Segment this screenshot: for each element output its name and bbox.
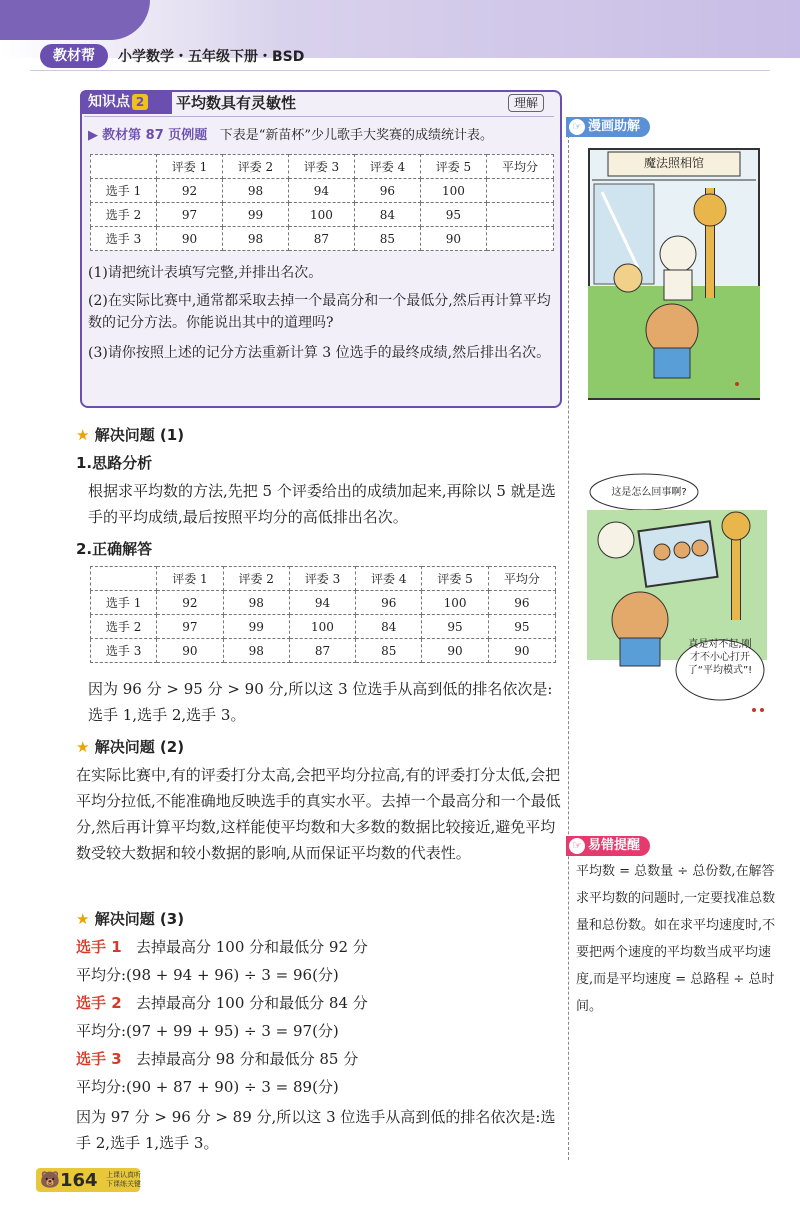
comic-bubble-2: 真是对不起,刚才不小心打开了“平均模式”! bbox=[687, 639, 753, 676]
question-1: (1)请把统计表填写完整,并排出名次。 bbox=[88, 265, 323, 281]
table-row-label: 选手 2 bbox=[91, 615, 157, 639]
star-icon: ★ bbox=[76, 426, 90, 444]
table-row bbox=[91, 203, 554, 227]
analysis-text: 根据求平均数的方法,先把 5 个评委给出的成绩加起来,再除以 5 就是选手的平均成绩,最后按照平均分的高低排出名次。 bbox=[88, 482, 556, 526]
page-number-badge bbox=[36, 1168, 140, 1192]
solve1-conclusion: 因为 96 分 > 95 分 > 90 分,所以这 3 位选手从高到低的排名依次是:选手 1,选手 2,选手 3。 bbox=[88, 680, 553, 724]
question-2: (2)在实际比赛中,通常都采取去掉一个最高分和一个最低分,然后再计算平均数的记分方法。你能说出其中的道理吗? bbox=[88, 293, 551, 331]
table-cell: 95 bbox=[488, 615, 555, 639]
table-row bbox=[91, 615, 556, 639]
table-cell: 96 bbox=[356, 591, 422, 615]
table-cell: 99 bbox=[222, 203, 288, 227]
player3-calc: 平均分:(90 + 87 + 90) ÷ 3 = 89(分) bbox=[76, 1078, 339, 1096]
star-icon: ★ bbox=[76, 738, 90, 756]
table-cell: 95 bbox=[420, 203, 486, 227]
table-cell: 90 bbox=[488, 639, 555, 663]
knowledge-divider bbox=[84, 116, 554, 117]
table-cell: 98 bbox=[222, 227, 288, 251]
tip-tag bbox=[566, 836, 650, 856]
player3-line bbox=[76, 1048, 358, 1069]
table-cell: 90 bbox=[156, 227, 222, 251]
table-cell: 84 bbox=[356, 615, 422, 639]
table-cell: 100 bbox=[289, 615, 355, 639]
example-line bbox=[88, 124, 493, 143]
analysis-title: 1.思路分析 bbox=[76, 454, 153, 472]
footer-note: 上课认真听 下课练关键 bbox=[106, 1171, 141, 1188]
player1-label: 选手 1 bbox=[76, 938, 122, 956]
table-header-row bbox=[91, 155, 554, 179]
solve3-heading bbox=[76, 908, 184, 929]
table-header-cell: 评委 3 bbox=[289, 567, 355, 591]
answer-title: 2.正确解答 bbox=[76, 540, 153, 558]
table-header-cell: 评委 2 bbox=[223, 567, 289, 591]
table-row-label: 选手 3 bbox=[91, 227, 157, 251]
table-cell: 100 bbox=[288, 203, 354, 227]
page-number: 164 bbox=[60, 1170, 98, 1191]
table-header-cell bbox=[91, 567, 157, 591]
table-cell: 85 bbox=[356, 639, 422, 663]
table-header-cell: 评委 4 bbox=[356, 567, 422, 591]
header-corner-decoration bbox=[0, 0, 150, 40]
table-row bbox=[91, 639, 556, 663]
table-header-cell: 评委 2 bbox=[222, 155, 288, 179]
comic-panel-1 bbox=[588, 148, 760, 400]
table-header-cell: 平均分 bbox=[486, 155, 553, 179]
table-cell: 99 bbox=[223, 615, 289, 639]
table-header-cell: 评委 4 bbox=[354, 155, 420, 179]
series-title: 小学数学・五年级下册・BSD bbox=[118, 49, 305, 65]
example-ref: 教材第 87 页例题 bbox=[102, 128, 208, 143]
table-row-label: 选手 1 bbox=[91, 179, 157, 203]
knowledge-tag-label: 知识点 bbox=[88, 94, 130, 110]
table-header-cell: 平均分 bbox=[488, 567, 555, 591]
player3-label: 选手 3 bbox=[76, 1050, 122, 1068]
table-cell: 98 bbox=[223, 639, 289, 663]
table-cell: 87 bbox=[289, 639, 355, 663]
table-cell: 90 bbox=[422, 639, 488, 663]
table-cell: 98 bbox=[223, 591, 289, 615]
player2-label: 选手 2 bbox=[76, 994, 122, 1012]
knowledge-level-badge: 理解 bbox=[508, 94, 544, 112]
knowledge-number: 2 bbox=[132, 94, 148, 110]
table-header-row bbox=[91, 567, 556, 591]
brand-badge: 教材帮 bbox=[40, 44, 108, 68]
star-icon: ★ bbox=[76, 910, 90, 928]
table-row bbox=[91, 179, 554, 203]
table-cell bbox=[486, 227, 553, 251]
player2-line bbox=[76, 992, 368, 1013]
knowledge-title: 平均数具有灵敏性 bbox=[176, 94, 297, 112]
player2-text: 去掉最高分 100 分和最低分 84 分 bbox=[135, 994, 368, 1012]
table-cell: 92 bbox=[157, 591, 223, 615]
table-row-label: 选手 1 bbox=[91, 591, 157, 615]
question-3: (3)请你按照上述的记分方法重新计算 3 位选手的最终成绩,然后排出名次。 bbox=[88, 345, 551, 361]
table-header-cell: 评委 5 bbox=[420, 155, 486, 179]
table-cell: 90 bbox=[420, 227, 486, 251]
table-row-label: 选手 2 bbox=[91, 203, 157, 227]
table-cell: 96 bbox=[488, 591, 555, 615]
table-header-cell: 评委 1 bbox=[157, 567, 223, 591]
solve3-conclusion: 因为 97 分 > 96 分 > 89 分,所以这 3 位选手从高到低的排名依次是:选手 2,选手 1,选手 3。 bbox=[76, 1108, 556, 1152]
player1-calc: 平均分:(98 + 94 + 96) ÷ 3 = 96(分) bbox=[76, 966, 339, 984]
table-cell: 90 bbox=[157, 639, 223, 663]
comic-tag-icon: ☞ bbox=[569, 119, 585, 135]
table-row-label: 选手 3 bbox=[91, 639, 157, 663]
solve2-text: 在实际比赛中,有的评委打分太高,会把平均分拉高,有的评委打分太低,会把平均分拉低,不能准确地反映选手的真实水平。去掉一个最高分和一个最低分,然后再计算平均数,这样能使平均数和大多数的数据比较接近,避免平均数受较大数据和较小数据的影响,从而保证平均数的代表性。 bbox=[76, 766, 561, 862]
table-row bbox=[91, 591, 556, 615]
triangle-bullet-icon: ▶ bbox=[88, 128, 98, 143]
table-header-cell: 评委 3 bbox=[288, 155, 354, 179]
header-divider bbox=[30, 70, 770, 71]
player1-line bbox=[76, 936, 368, 957]
table-header-cell: 评委 5 bbox=[422, 567, 488, 591]
solve3-title: 解决问题 (3) bbox=[94, 910, 185, 928]
table-cell: 97 bbox=[157, 615, 223, 639]
solve2-title: 解决问题 (2) bbox=[94, 738, 185, 756]
player1-text: 去掉最高分 100 分和最低分 92 分 bbox=[135, 938, 368, 956]
table-cell: 100 bbox=[420, 179, 486, 203]
knowledge-point-tab bbox=[80, 90, 172, 114]
table-cell: 92 bbox=[156, 179, 222, 203]
table-cell bbox=[486, 179, 553, 203]
solve2-heading bbox=[76, 736, 184, 757]
table-cell: 96 bbox=[354, 179, 420, 203]
example-intro: 下表是“新苗杯”少儿歌手大奖赛的成绩统计表。 bbox=[219, 128, 493, 143]
tip-text: 平均数 = 总数量 ÷ 总份数,在解答求平均数的问题时,一定要找准总数量和总份数。如在求平均速度时,不要把两个速度的平均数当成平均速度,而是平均速度 = 总路程 ÷ 总时间。 bbox=[576, 864, 776, 1014]
table-header-cell bbox=[91, 155, 157, 179]
player2-calc: 平均分:(97 + 99 + 95) ÷ 3 = 97(分) bbox=[76, 1022, 339, 1040]
column-divider bbox=[568, 120, 569, 1160]
comic-sign: 魔法照相馆 bbox=[643, 156, 704, 170]
solve1-heading bbox=[76, 424, 184, 445]
table-cell: 97 bbox=[156, 203, 222, 227]
table-row bbox=[91, 227, 554, 251]
table-cell bbox=[486, 203, 553, 227]
score-table-answer bbox=[90, 566, 556, 663]
comic-panel-2 bbox=[586, 470, 768, 722]
table-cell: 100 bbox=[422, 591, 488, 615]
player3-text: 去掉最高分 98 分和最低分 85 分 bbox=[135, 1050, 359, 1068]
table-cell: 95 bbox=[422, 615, 488, 639]
mascot-icon: 🐻 bbox=[40, 1170, 60, 1189]
tip-tag-icon: ☞ bbox=[569, 838, 585, 854]
comic-bubble-1: 这是怎么回事啊? bbox=[611, 487, 687, 498]
solve1-title: 解决问题 (1) bbox=[94, 426, 185, 444]
table-cell: 87 bbox=[288, 227, 354, 251]
table-cell: 98 bbox=[222, 179, 288, 203]
table-cell: 94 bbox=[288, 179, 354, 203]
table-cell: 84 bbox=[354, 203, 420, 227]
comic-tag-label: 漫画助解 bbox=[588, 119, 641, 134]
table-cell: 85 bbox=[354, 227, 420, 251]
comic-tag bbox=[566, 117, 650, 137]
table-header-cell: 评委 1 bbox=[156, 155, 222, 179]
score-table-question bbox=[90, 154, 554, 251]
table-cell: 94 bbox=[289, 591, 355, 615]
tip-tag-label: 易错提醒 bbox=[588, 838, 641, 853]
